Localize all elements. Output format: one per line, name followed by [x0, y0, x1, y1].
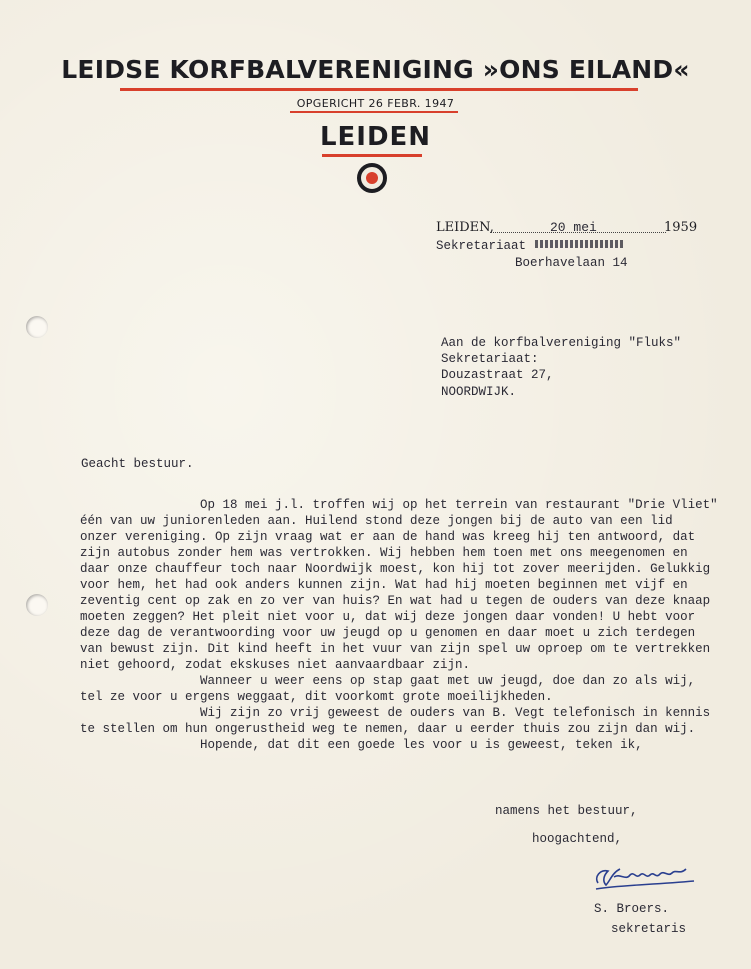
dateline-year: 1959 [664, 220, 698, 235]
punch-hole [26, 594, 48, 616]
secretariat-address: Boerhavelaan 14 [515, 256, 628, 270]
salutation: Geacht bestuur. [81, 457, 194, 471]
body-line: deze dag de verantwoording voor uw jeugd op u genomen en daar moet u zich terdegen [80, 626, 696, 640]
secretariat-label: Sekretariaat [436, 239, 527, 253]
recipient-line: Douzastraat 27, [441, 368, 554, 382]
dateline-day-month: 20 mei [550, 220, 597, 235]
letterhead-city: LEIDEN [319, 122, 432, 152]
club-name: LEIDSE KORFBALVERENIGING »ONS EILAND« [61, 55, 690, 84]
logo-dot [366, 172, 378, 184]
club-logo-icon [357, 163, 387, 193]
body-line: één van uw juniorenleden aan. Huilend stond deze jongen bij de auto van een lid [80, 514, 673, 528]
handwritten-signature [590, 855, 700, 895]
signer-name: S. Broers. [594, 902, 670, 916]
struck-out-text [535, 240, 623, 248]
body-line: Hopende, dat dit een goede les voor u is geweest, teken ik, [200, 738, 643, 752]
body-line: daar onze chauffeur toch naar Noordwijk moest, kon hij tot zover meerijden. Gelukkig [80, 562, 711, 576]
signer-title: sekretaris [611, 922, 687, 936]
founded-date: OPGERICHT 26 FEBR. 1947 [296, 97, 455, 110]
body-line: zijn autobus zonder hem was vertrokken. Wij hebben hem toen met ons meegenomen en [80, 546, 688, 560]
closing-on-behalf: namens het bestuur, [495, 804, 638, 818]
body-line: te stellen om hun ongerustheid weg te nemen, daar u eerder thuis zou zijn dan wij. [80, 722, 696, 736]
dateline-place: LEIDEN, [436, 220, 494, 235]
body-line: moeten zeggen? Het pleit niet voor u, dat wij deze jongen daar vonden! U hebt voor [80, 610, 696, 624]
body-line: Wij zijn zo vrij geweest de ouders van B. Vegt telefonisch in kennis [200, 706, 711, 720]
body-line: onzer vereniging. Op zijn vraag wat er aan de hand was kreeg hij ten antwoord, dat [80, 530, 696, 544]
founded-rule [290, 111, 458, 113]
body-line: van bewust zijn. Dit kind heeft in het vuur van zijn spel uw oproep om te vertrekken [80, 642, 711, 656]
letterhead-rule [120, 88, 638, 91]
punch-hole [26, 316, 48, 338]
body-line: Op 18 mei j.l. troffen wij op het terrein van restaurant "Drie Vliet" [200, 498, 718, 512]
body-line: tel ze voor u ergens weggaat, dit voorkomt grote moeilijkheden. [80, 690, 553, 704]
city-rule [322, 154, 422, 157]
signature-icon [590, 855, 700, 895]
recipient-line: Sekretariaat: [441, 352, 539, 366]
body-line: niet gehoord, zodat ekskuses niet aanvaardbaar zijn. [80, 658, 471, 672]
recipient-line: Aan de korfbalvereniging "Fluks" [441, 336, 682, 350]
closing-regards: hoogachtend, [532, 832, 623, 846]
recipient-line: NOORDWIJK. [441, 385, 517, 399]
body-line: Wanneer u weer eens op stap gaat met uw jeugd, doe dan zo als wij, [200, 674, 696, 688]
body-line: voor hem, het had ook anders kunnen zijn. Wat had hij moeten beginnen met vijf en [80, 578, 688, 592]
body-line: zeventig cent op zak en zo ver van huis? En wat had u tegen de ouders van deze knaap [80, 594, 711, 608]
